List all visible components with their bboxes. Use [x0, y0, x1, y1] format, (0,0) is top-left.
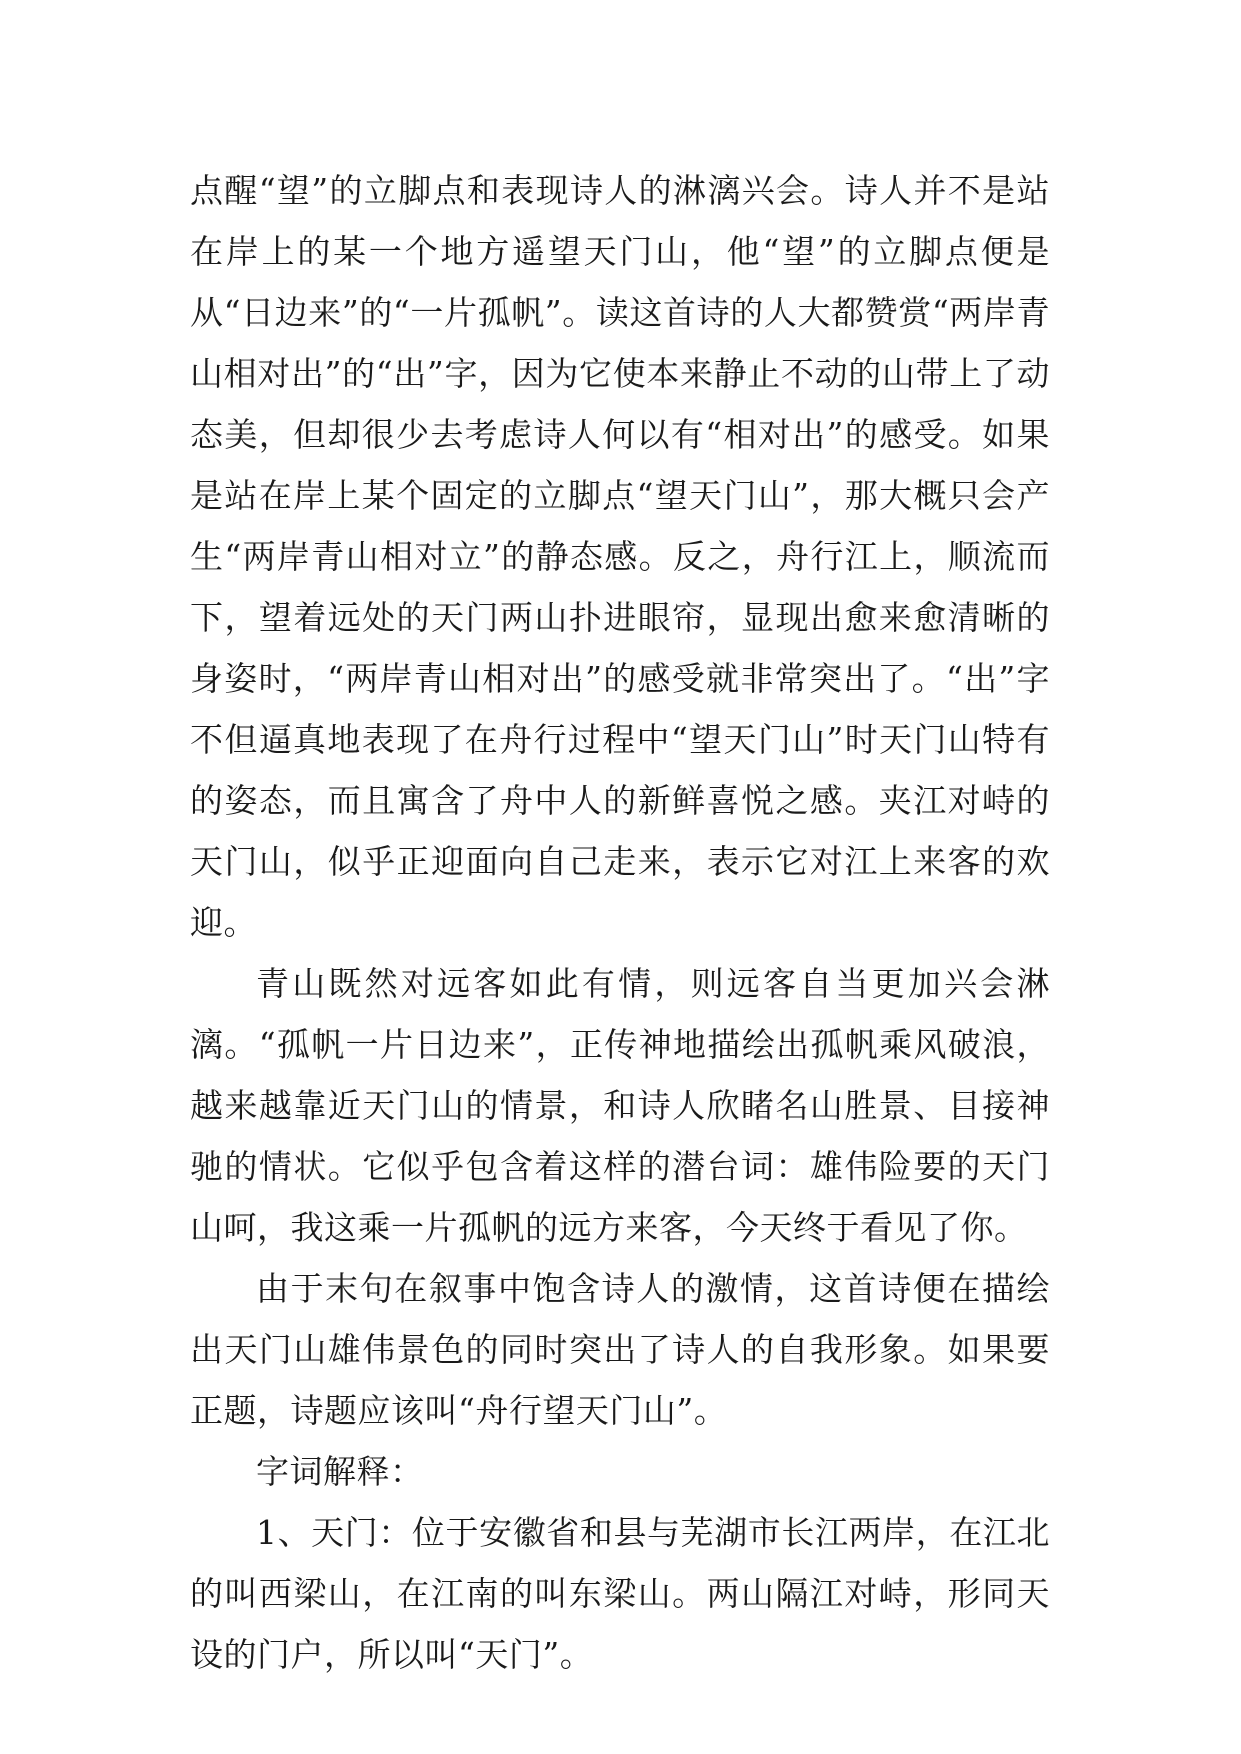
paragraph-4-heading: 字词解释：	[256, 1452, 424, 1491]
paragraph-2: 青山既然对远客如此有情，则远客自当更加兴会淋漓。“孤帆一片日边来”，正传神地描绘出孤帆乘风破浪，越来越靠近天门山的情景，和诗人欣睹名山胜景、目接神驰的情状。它似乎包含着这样的潜台词：雄伟险要的天门山呵，我这乘一片孤帆的远方来客，今天终于看见了你。	[190, 964, 1050, 1247]
paragraph-5: 1、天门：位于安徽省和县与芜湖市长江两岸，在江北的叫西梁山，在江南的叫东梁山。两山隔江对峙，形同天设的门户，所以叫“天门”。	[190, 1513, 1050, 1674]
paragraph-1: 点醒“望”的立脚点和表现诗人的淋漓兴会。诗人并不是站在岸上的某一个地方遥望天门山，他“望”的立脚点便是从“日边来”的“一片孤帆”。读这首诗的人大都赞赏“两岸青山相对出”的“出”字，因为它使本来静止不动的山带上了动态美，但却很少去考虑诗人何以有“相对出”的感受。如果是站在岸上某个固定的立脚点“望天门山”，那大概只会产生“两岸青山相对立”的静态感。反之，舟行江上，顺流而下，望着远处的天门两山扑进眼帘，显现出愈来愈清晰的身姿时，“两岸青山相对出”的感受就非常突出了。“出”字不但逼真地表现了在舟行过程中“望天门山”时天门山特有的姿态，而且寓含了舟中人的新鲜喜悦之感。夹江对峙的天门山，似乎正迎面向自己走来，表示它对江上来客的欢迎。	[190, 171, 1050, 942]
paragraph-3: 由于末句在叙事中饱含诗人的激情，这首诗便在描绘出天门山雄伟景色的同时突出了诗人的自我形象。如果要正题，诗题应该叫“舟行望天门山”。	[190, 1269, 1050, 1430]
document-body	[190, 160, 1050, 1685]
